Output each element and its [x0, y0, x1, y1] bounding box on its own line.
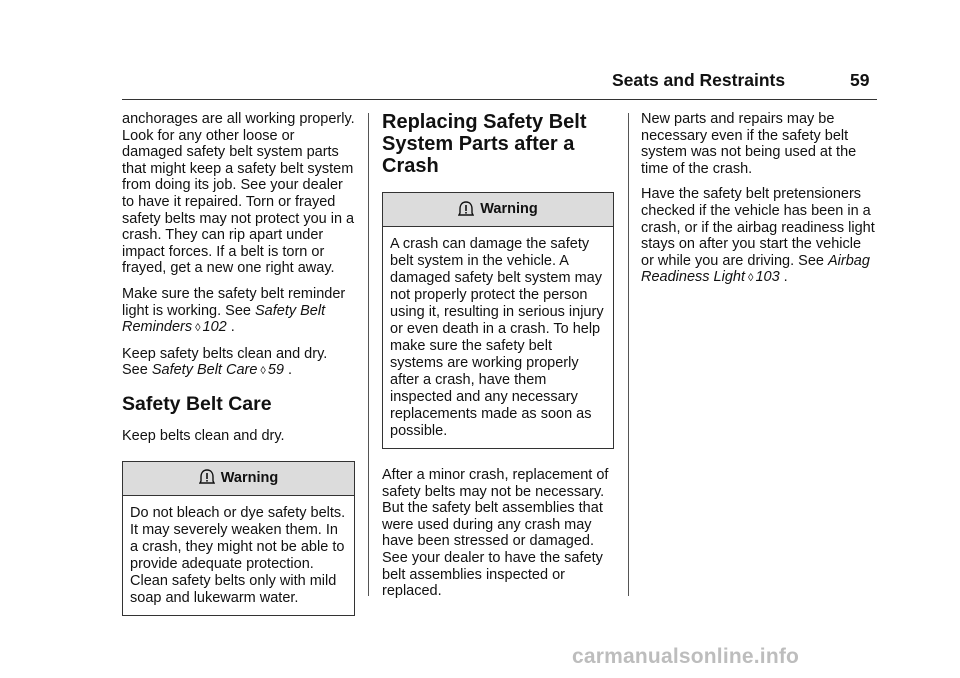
paragraph-reminder-ref [122, 286, 355, 337]
link-safety-belt-reminders[interactable]: Safety Belt Reminders [122, 302, 326, 336]
paragraph: Keep belts clean and dry. [122, 427, 285, 444]
text: Keep safety belts clean and dry. See [122, 345, 328, 379]
paragraph: New parts and repairs may be necessary even if the safety belt system was not being used at the time of the crash. [641, 111, 857, 177]
warning-label: Warning [220, 469, 279, 486]
warning-box [122, 461, 355, 616]
text: . [284, 362, 293, 379]
page-ref-number[interactable]: 102 [202, 319, 227, 336]
column-1 [122, 111, 355, 629]
page-ref-icon: ◊ [748, 272, 754, 285]
text: Have the safety belt pretensioners checked if the vehicle has been in a crash, or if the airbag readiness light stays on after you start the vehicle or while you are driving. See [641, 186, 875, 269]
column-divider-2 [628, 113, 629, 596]
paragraph-care-ref [122, 346, 355, 380]
warning-icon [458, 201, 474, 219]
paragraph-airbag-ref [641, 186, 877, 287]
warning-box [382, 192, 614, 449]
warning-header [123, 462, 354, 496]
column-divider-1 [368, 113, 369, 596]
page-number: 59 [850, 70, 870, 90]
warning-text: A crash can damage the safety belt system in the vehicle. A damaged safety belt system may not properly protect the person using it, resulting in serious injury or even death in a crash. To help make sure the safety belt systems are working properly after a crash, have them inspected and any necessary replacements made as soon as possible. [390, 236, 604, 439]
heading-safety-belt-care: Safety Belt Care [122, 392, 272, 415]
text: . [226, 319, 235, 336]
warning-label: Warning [480, 201, 538, 218]
heading-replacing-parts: Replacing Safety Belt System Parts after a Crash [382, 111, 587, 177]
column-2 [382, 111, 614, 609]
page-ref-number[interactable]: 103 [755, 269, 780, 286]
column-3 [641, 111, 877, 296]
header-rule [122, 99, 877, 100]
warning-icon [199, 469, 215, 487]
page-ref-icon: ◊ [195, 322, 201, 335]
page-ref-number[interactable]: 59 [267, 362, 284, 379]
link-safety-belt-care[interactable]: Safety Belt Care [151, 362, 258, 379]
watermark: carmanualsonline.info [572, 645, 800, 668]
text: . [779, 269, 788, 286]
text: Make sure the safety belt reminder light is working. See [122, 285, 346, 319]
paragraph: After a minor crash, replacement of safety belts may not be necessary. But the safety belt assemblies that were used during any crash may have been stressed or damaged. See your dealer to have the safety belt assemblies inspected or replaced. [382, 467, 609, 600]
warning-text: Do not bleach or dye safety belts. It may severely weaken them. In a crash, they might not be able to provide adequate protection. Clean safety belts only with mild soap and lukewarm water. [130, 504, 346, 606]
page-ref-icon: ◊ [260, 365, 266, 378]
link-airbag-readiness-light[interactable]: Airbag Readiness Light [641, 252, 870, 286]
section-title: Seats and Restraints [612, 70, 786, 90]
warning-header [383, 193, 613, 227]
paragraph: anchorages are all working properly. Look for any other loose or damaged safety belt system parts that might keep a safety belt system from doing its job. See your dealer to have it repaired. Torn or frayed safety belts may not protect you in a crash. They can rip apart under impact forces. If a belt is torn or frayed, get a new one right away. [122, 111, 355, 277]
